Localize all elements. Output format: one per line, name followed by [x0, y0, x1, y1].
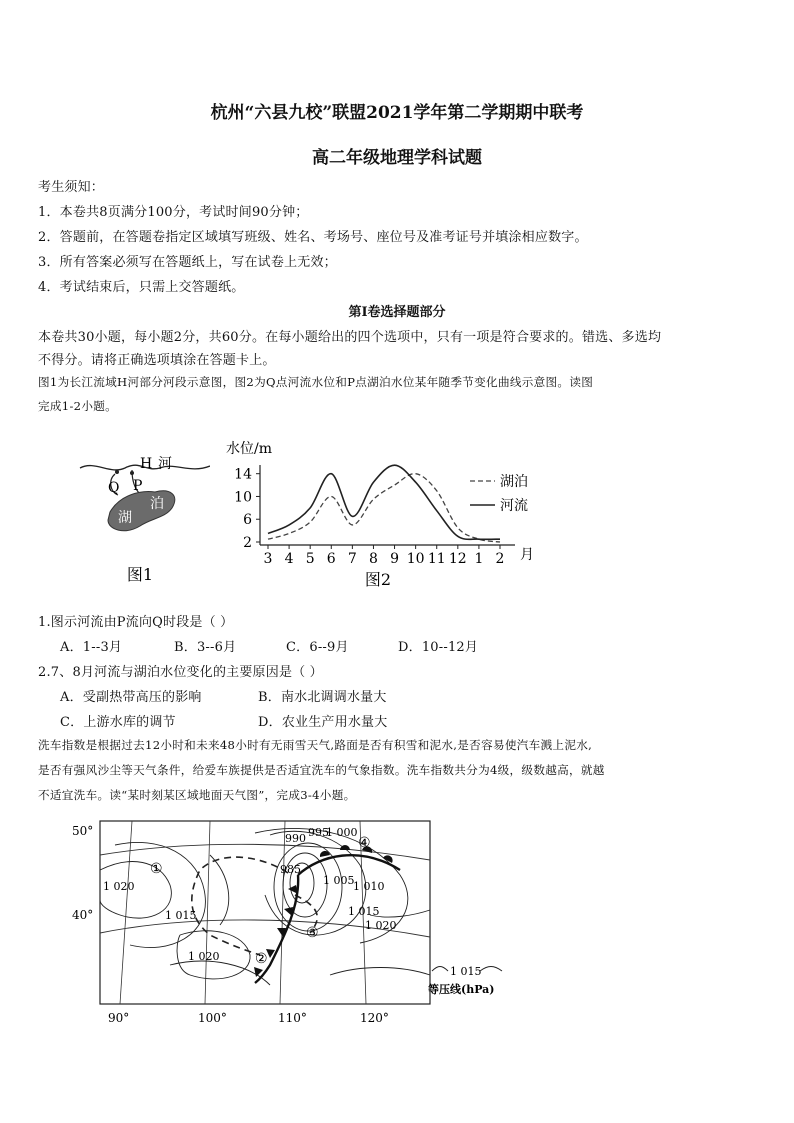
fig2-caption: 图2: [364, 570, 392, 589]
exam-title: 杭州“六县九校”联盟2021学年第二学期期中联考: [210, 103, 584, 123]
x-tick-label: 1: [474, 551, 484, 567]
q2-stem: 2.7、8月河流与湖泊水位变化的主要原因是（ ）: [38, 665, 323, 680]
x-tick-label: 5: [305, 551, 315, 567]
x-tick-label: 12: [448, 551, 467, 567]
intro3-line-3: 不适宜洗车。读“某时刻某区域地面天气图”，完成3-4小题。: [38, 788, 356, 802]
notice-item-2: 2．答题前，在答题卷指定区域填写班级、姓名、考场号、座位号及准考证号并填涂相应数字。: [38, 230, 588, 245]
lon-label-100: 100°: [198, 1011, 227, 1025]
notice-heading: 考生须知：: [38, 180, 105, 195]
x-tick-label: 11: [427, 551, 446, 567]
figure-1: [70, 440, 210, 590]
q2-option-a: A．受副热带高压的影响: [60, 690, 202, 705]
section-title: 第Ⅰ卷选择题部分: [348, 305, 446, 320]
river-label: 河: [158, 456, 172, 472]
series-lake: [268, 474, 500, 542]
series-river: [268, 465, 500, 539]
section-instruction-2: 不得分。请将正确选项填涂在答题卡上。: [38, 353, 276, 368]
lon-label-90: 90°: [108, 1011, 130, 1025]
intro3-line-2: 是否有强风沙尘等天气条件，给爱车族提供是否适宜洗车的气象指数。洗车指数共分为4级，级数越高，就越: [38, 763, 605, 777]
svg-text:1 015: 1 015: [348, 905, 380, 918]
q2-option-d: D．农业生产用水量大: [258, 715, 388, 730]
lon-label-110: 110°: [278, 1011, 307, 1025]
label-p: P: [133, 478, 143, 494]
notice-item-4: 4．考试结束后，只需上交答题纸。: [38, 280, 245, 295]
svg-text:995: 995: [308, 826, 329, 839]
y-tick-label: 2: [243, 535, 252, 551]
lake-label-1: 湖: [118, 510, 132, 526]
x-tick-label: 3: [263, 551, 273, 567]
x-tick-label: 10: [406, 551, 425, 567]
x-unit: 月: [520, 547, 534, 563]
q2-option-c: C．上游水库的调节: [60, 715, 176, 730]
marker-4: ④: [358, 835, 371, 851]
q1-option-b: B．3--6月: [174, 640, 237, 655]
section-instruction-1: 本卷共30小题，每小题2分，共60分。在每小题给出的四个选项中，只有一项是符合要求的。错选、多选均: [38, 330, 662, 345]
svg-text:1 000: 1 000: [326, 826, 358, 839]
x-tick-label: 7: [347, 551, 357, 567]
svg-text:1 015: 1 015: [165, 909, 197, 922]
intro1-line-2: 完成1-2小题。: [38, 399, 118, 413]
legend-isobar-right: [480, 967, 502, 972]
svg-text:1 020: 1 020: [188, 950, 220, 963]
svg-text:1 020: 1 020: [103, 880, 135, 893]
q1-option-d: D．10--12月: [398, 640, 479, 655]
svg-text:985: 985: [280, 863, 301, 876]
weather-map: [70, 815, 520, 1030]
svg-text:1 020: 1 020: [365, 919, 397, 932]
lon-label-120: 120°: [360, 1011, 389, 1025]
legend-isobar-value: 1 015: [450, 965, 482, 978]
q1-stem: 1.图示河流由P流向Q时段是（ ）: [38, 615, 234, 630]
intro3-line-1: 洗车指数是根据过去12小时和未来48小时有无雨雪天气,路面是否有积雪和泥水,是否容易使汽车溅上泥水,: [38, 738, 593, 752]
fig1-caption: 图1: [126, 565, 154, 584]
legend-isobar-label: 等压线(hPa): [428, 983, 495, 996]
legend-lake: 湖泊: [500, 474, 528, 490]
svg-text:990: 990: [285, 832, 306, 845]
q2-option-b: B．南水北调调水量大: [258, 690, 387, 705]
figure-2-chart: [220, 435, 550, 590]
svg-text:1 010: 1 010: [353, 880, 385, 893]
marker-1: ①: [150, 861, 163, 877]
legend-river: 河流: [500, 498, 528, 514]
q1-option-c: C．6--9月: [286, 640, 349, 655]
q1-option-a: A．1--3月: [60, 640, 123, 655]
chart-ylabel: 水位/m: [226, 441, 272, 457]
notice-item-1: 1．本卷共8页满分100分，考试时间90分钟；: [38, 205, 309, 220]
legend-isobar-left: [432, 967, 448, 972]
x-tick-label: 6: [326, 551, 336, 567]
lat-label-40: 40°: [72, 908, 94, 922]
x-tick-label: 4: [284, 551, 294, 567]
exam-subtitle: 高二年级地理学科试题: [312, 148, 482, 168]
notice-item-3: 3．所有答案必须写在答题纸上，写在试卷上无效；: [38, 255, 337, 270]
label-h: H: [140, 456, 153, 472]
x-tick-label: 9: [390, 551, 400, 567]
lake-label-2: 泊: [150, 496, 164, 512]
y-tick-label: 6: [243, 512, 252, 529]
intro1-line-1: 图1为长江流域H河部分河段示意图，图2为Q点河流水位和P点湖泊水位某年随季节变化曲线示意图。读图: [38, 375, 594, 389]
y-tick-label: 10: [234, 489, 252, 506]
marker-2: ②: [255, 951, 268, 967]
x-tick-label: 8: [368, 551, 378, 567]
marker-3: ③: [306, 925, 319, 941]
label-q: Q: [108, 480, 120, 496]
x-tick-label: 2: [495, 551, 505, 567]
lat-label-50: 50°: [72, 824, 94, 838]
svg-text:1 005: 1 005: [323, 874, 355, 887]
y-tick-label: 14: [234, 466, 252, 483]
